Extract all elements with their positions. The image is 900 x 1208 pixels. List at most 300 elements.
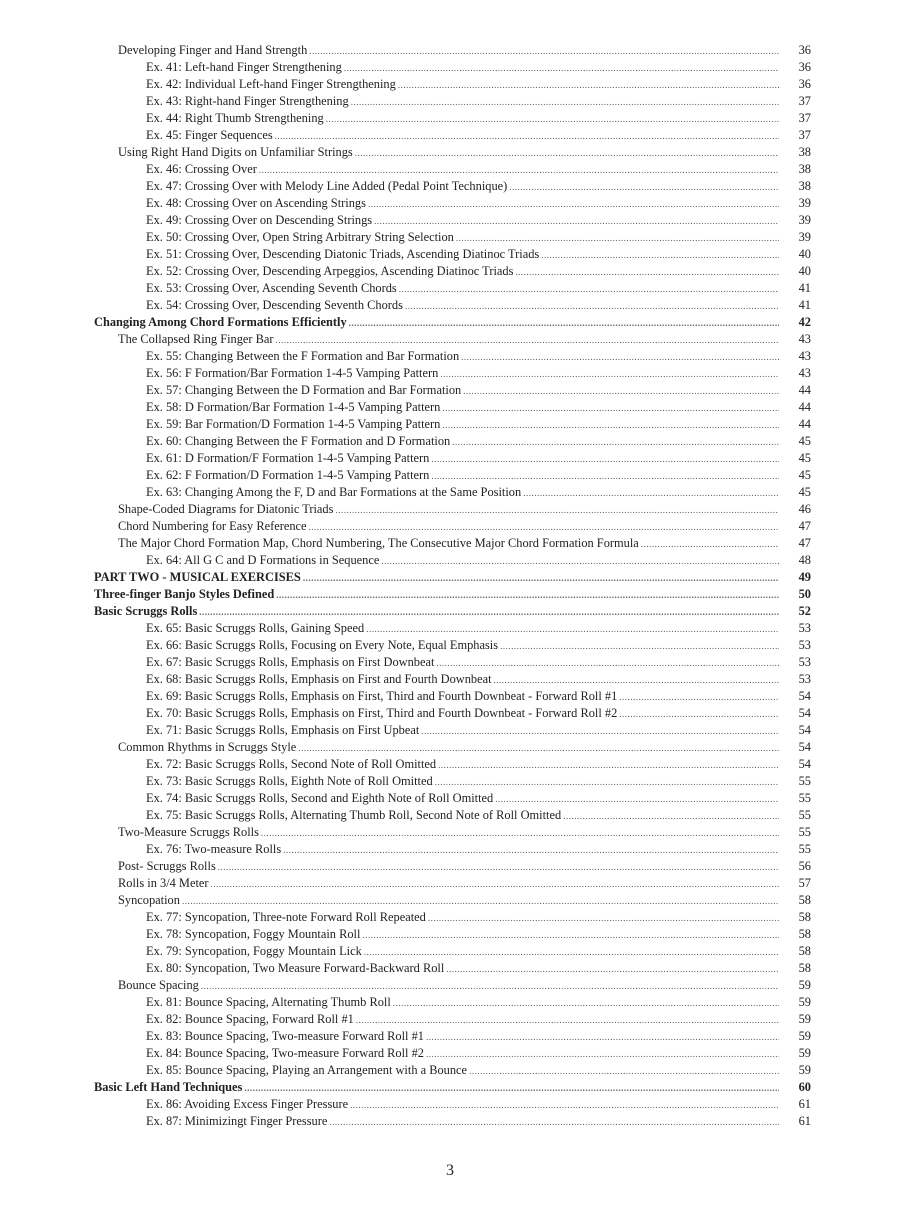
toc-exercise-entry xyxy=(0,926,900,943)
toc-entry-line xyxy=(118,518,779,536)
toc-entry-page: 43 xyxy=(798,349,811,363)
toc-entry-page: 39 xyxy=(798,230,811,244)
toc-entry-page: 56 xyxy=(798,859,811,873)
toc-entry-page: 59 xyxy=(798,995,811,1009)
toc-entry-page: 37 xyxy=(798,111,811,125)
toc-entry-title: Ex. 87: Minimizingt Finger Pressure xyxy=(146,1114,328,1128)
toc-entry-page: 37 xyxy=(798,128,811,142)
toc-entry-title: Ex. 83: Bounce Spacing, Two-measure Forward Roll #1 xyxy=(146,1029,424,1043)
toc-entry-line xyxy=(146,280,779,298)
toc-entry-page: 54 xyxy=(798,706,811,720)
toc-entry-line xyxy=(146,365,779,383)
toc-entry-page: 59 xyxy=(798,978,811,992)
toc-exercise-entry xyxy=(0,59,900,76)
toc-entry-page: 58 xyxy=(798,944,811,958)
dot-leader xyxy=(309,43,779,60)
toc-exercise-entry xyxy=(0,1028,900,1045)
toc-entry-title: Ex. 82: Bounce Spacing, Forward Roll #1 xyxy=(146,1012,354,1026)
toc-exercise-entry xyxy=(0,263,900,280)
dot-leader xyxy=(355,145,779,162)
toc-entry-page: 58 xyxy=(798,893,811,907)
toc-entry-line xyxy=(146,110,779,128)
toc-entry-page: 45 xyxy=(798,468,811,482)
toc-section-heading xyxy=(0,586,900,603)
toc-entry-title: Ex. 70: Basic Scruggs Rolls, Emphasis on First, Third and Fourth Downbeat - Forward Roll #2 xyxy=(146,706,618,720)
toc-entry-page: 39 xyxy=(798,196,811,210)
toc-exercise-entry xyxy=(0,127,900,144)
toc-entry-line xyxy=(146,552,779,570)
toc-entry-title: Changing Among Chord Formations Efficiently xyxy=(94,315,347,329)
toc-entry-line xyxy=(146,807,779,825)
dot-leader xyxy=(201,978,779,995)
toc-exercise-entry xyxy=(0,790,900,807)
dot-leader xyxy=(350,1097,779,1114)
toc-entry-page: 54 xyxy=(798,757,811,771)
toc-entry-line xyxy=(94,586,779,604)
toc-entry-title: Ex. 56: F Formation/Bar Formation 1-4-5 Vamping Pattern xyxy=(146,366,439,380)
toc-entry-title: PART TWO - MUSICAL EXERCISES xyxy=(94,570,301,584)
table-of-contents xyxy=(0,42,900,1130)
toc-entry-page: 50 xyxy=(798,587,811,601)
toc-entry-page: 38 xyxy=(798,179,811,193)
toc-entry-line xyxy=(118,824,779,842)
toc-entry-line xyxy=(146,960,779,978)
toc-exercise-entry xyxy=(0,246,900,263)
toc-exercise-entry xyxy=(0,1096,900,1113)
toc-entry-line xyxy=(146,1045,779,1063)
dot-leader xyxy=(399,281,779,298)
dot-leader xyxy=(426,1046,779,1063)
toc-entry-title: Ex. 66: Basic Scruggs Rolls, Focusing on Every Note, Equal Emphasis xyxy=(146,638,499,652)
dot-leader xyxy=(541,247,779,264)
toc-entry-line xyxy=(118,858,779,876)
dot-leader xyxy=(199,604,779,621)
toc-subsection-entry xyxy=(0,977,900,994)
toc-subsection-entry xyxy=(0,331,900,348)
toc-entry-line xyxy=(146,841,779,859)
toc-entry-page: 55 xyxy=(798,774,811,788)
toc-entry-line xyxy=(94,1079,779,1097)
toc-exercise-entry xyxy=(0,654,900,671)
toc-section-heading xyxy=(0,1079,900,1096)
toc-entry-title: Ex. 86: Avoiding Excess Finger Pressure xyxy=(146,1097,349,1111)
toc-entry-line xyxy=(146,705,779,723)
toc-exercise-entry xyxy=(0,671,900,688)
toc-entry-title: Ex. 55: Changing Between the F Formation and Bar Formation xyxy=(146,349,460,363)
dot-leader xyxy=(641,536,779,553)
dot-leader xyxy=(463,383,779,400)
toc-entry-line xyxy=(146,229,779,247)
dot-leader xyxy=(435,774,779,791)
toc-entry-page: 61 xyxy=(798,1097,811,1111)
dot-leader xyxy=(366,621,779,638)
dot-leader xyxy=(405,298,779,315)
toc-exercise-entry xyxy=(0,416,900,433)
toc-exercise-entry xyxy=(0,297,900,314)
toc-entry-line xyxy=(118,535,779,553)
toc-exercise-entry xyxy=(0,1011,900,1028)
toc-entry-line xyxy=(146,671,779,689)
toc-entry-line xyxy=(146,76,779,94)
toc-entry-line xyxy=(146,943,779,961)
toc-entry-title: Ex. 77: Syncopation, Three-note Forward Roll Repeated xyxy=(146,910,426,924)
toc-entry-page: 53 xyxy=(798,672,811,686)
toc-entry-title: Ex. 79: Syncopation, Foggy Mountain Lick xyxy=(146,944,362,958)
toc-entry-page: 44 xyxy=(798,383,811,397)
toc-entry-line xyxy=(94,569,779,587)
toc-exercise-entry xyxy=(0,909,900,926)
toc-entry-title: Ex. 45: Finger Sequences xyxy=(146,128,273,142)
toc-exercise-entry xyxy=(0,688,900,705)
toc-section-heading xyxy=(0,603,900,620)
toc-exercise-entry xyxy=(0,1045,900,1062)
toc-entry-line xyxy=(146,756,779,774)
toc-entry-line xyxy=(118,739,779,757)
toc-entry-title: Ex. 58: D Formation/Bar Formation 1-4-5 Vamping Pattern xyxy=(146,400,441,414)
toc-entry-title: Ex. 85: Bounce Spacing, Playing an Arrangement with a Bounce xyxy=(146,1063,468,1077)
toc-entry-line xyxy=(146,348,779,366)
toc-entry-line xyxy=(146,654,779,672)
toc-entry-title: Ex. 42: Individual Left-hand Finger Strengthening xyxy=(146,77,396,91)
dot-leader xyxy=(259,162,779,179)
toc-section-heading xyxy=(0,569,900,586)
toc-entry-page: 45 xyxy=(798,485,811,499)
dot-leader xyxy=(351,94,779,111)
toc-entry-title: Ex. 69: Basic Scruggs Rolls, Emphasis on First, Third and Fourth Downbeat - Forward Roll #1 xyxy=(146,689,618,703)
toc-entry-page: 60 xyxy=(798,1080,811,1094)
toc-entry-page: 59 xyxy=(798,1012,811,1026)
toc-entry-title: Post- Scruggs Rolls xyxy=(118,859,216,873)
toc-exercise-entry xyxy=(0,467,900,484)
toc-entry-title: Ex. 62: F Formation/D Formation 1-4-5 Vamping Pattern xyxy=(146,468,430,482)
toc-entry-title: Ex. 73: Basic Scruggs Rolls, Eighth Note of Roll Omitted xyxy=(146,774,433,788)
toc-entry-page: 53 xyxy=(798,621,811,635)
toc-exercise-entry xyxy=(0,994,900,1011)
toc-exercise-entry xyxy=(0,552,900,569)
dot-leader xyxy=(431,451,779,468)
toc-entry-page: 55 xyxy=(798,808,811,822)
toc-entry-line xyxy=(146,1028,779,1046)
toc-entry-line xyxy=(146,637,779,655)
toc-exercise-entry xyxy=(0,110,900,127)
toc-exercise-entry xyxy=(0,365,900,382)
toc-entry-page: 55 xyxy=(798,825,811,839)
toc-entry-line xyxy=(118,892,779,910)
toc-entry-title: Ex. 65: Basic Scruggs Rolls, Gaining Speed xyxy=(146,621,365,635)
toc-entry-title: The Major Chord Formation Map, Chord Numbering, The Consecutive Major Chord Formation Formula xyxy=(118,536,639,550)
toc-exercise-entry xyxy=(0,382,900,399)
toc-entry-line xyxy=(146,484,779,502)
toc-exercise-entry xyxy=(0,280,900,297)
toc-entry-line xyxy=(146,620,779,638)
toc-subsection-entry xyxy=(0,892,900,909)
toc-subsection-entry xyxy=(0,875,900,892)
toc-exercise-entry xyxy=(0,807,900,824)
toc-entry-line xyxy=(146,467,779,485)
toc-entry-title: Ex. 49: Crossing Over on Descending Strings xyxy=(146,213,373,227)
dot-leader xyxy=(364,944,779,961)
dot-leader xyxy=(309,519,779,536)
dot-leader xyxy=(442,400,779,417)
toc-exercise-entry xyxy=(0,348,900,365)
dot-leader xyxy=(303,570,779,587)
toc-entry-title: Ex. 84: Bounce Spacing, Two-measure Forward Roll #2 xyxy=(146,1046,424,1060)
toc-exercise-entry xyxy=(0,841,900,858)
toc-entry-page: 38 xyxy=(798,145,811,159)
dot-leader xyxy=(515,264,779,281)
toc-entry-title: Ex. 68: Basic Scruggs Rolls, Emphasis on First and Fourth Downbeat xyxy=(146,672,492,686)
toc-entry-page: 43 xyxy=(798,366,811,380)
toc-entry-page: 59 xyxy=(798,1063,811,1077)
toc-entry-line xyxy=(118,875,779,893)
toc-entry-line xyxy=(146,450,779,468)
dot-leader xyxy=(456,230,779,247)
toc-entry-title: Ex. 76: Two-measure Rolls xyxy=(146,842,282,856)
toc-entry-page: 58 xyxy=(798,961,811,975)
toc-subsection-entry xyxy=(0,824,900,841)
toc-entry-page: 52 xyxy=(798,604,811,618)
dot-leader xyxy=(426,1029,779,1046)
toc-subsection-entry xyxy=(0,144,900,161)
dot-leader xyxy=(523,485,779,502)
toc-exercise-entry xyxy=(0,195,900,212)
dot-leader xyxy=(619,706,779,723)
toc-entry-page: 58 xyxy=(798,910,811,924)
toc-exercise-entry xyxy=(0,433,900,450)
toc-entry-line xyxy=(146,246,779,264)
toc-entry-title: Ex. 43: Right-hand Finger Strengthening xyxy=(146,94,349,108)
toc-entry-line xyxy=(146,263,779,281)
toc-entry-title: Ex. 64: All G C and D Formations in Sequence xyxy=(146,553,380,567)
toc-entry-page: 57 xyxy=(798,876,811,890)
toc-exercise-entry xyxy=(0,178,900,195)
toc-entry-title: Syncopation xyxy=(118,893,180,907)
toc-entry-title: Chord Numbering for Easy Reference xyxy=(118,519,307,533)
toc-entry-page: 49 xyxy=(798,570,811,584)
toc-entry-title: Ex. 80: Syncopation, Two Measure Forward-Backward Roll xyxy=(146,961,445,975)
toc-entry-page: 58 xyxy=(798,927,811,941)
toc-entry-line xyxy=(118,331,779,349)
toc-entry-title: Ex. 50: Crossing Over, Open String Arbitrary String Selection xyxy=(146,230,454,244)
toc-section-heading xyxy=(0,314,900,331)
toc-exercise-entry xyxy=(0,773,900,790)
toc-exercise-entry xyxy=(0,1113,900,1130)
dot-leader xyxy=(431,468,779,485)
dot-leader xyxy=(356,1012,779,1029)
toc-subsection-entry xyxy=(0,858,900,875)
dot-leader xyxy=(469,1063,779,1080)
toc-entry-title: Ex. 78: Syncopation, Foggy Mountain Roll xyxy=(146,927,361,941)
toc-exercise-entry xyxy=(0,93,900,110)
dot-leader xyxy=(275,128,779,145)
toc-subsection-entry xyxy=(0,739,900,756)
dot-leader xyxy=(446,961,779,978)
toc-entry-title: Ex. 57: Changing Between the D Formation and Bar Formation xyxy=(146,383,462,397)
dot-leader xyxy=(428,910,779,927)
toc-exercise-entry xyxy=(0,229,900,246)
dot-leader xyxy=(329,1114,779,1131)
dot-leader xyxy=(218,859,779,876)
toc-entry-line xyxy=(118,42,779,60)
toc-entry-line xyxy=(146,433,779,451)
toc-entry-page: 48 xyxy=(798,553,811,567)
toc-entry-line xyxy=(146,1011,779,1029)
toc-entry-page: 36 xyxy=(798,60,811,74)
toc-entry-line xyxy=(146,382,779,400)
toc-entry-line xyxy=(146,161,779,179)
dot-leader xyxy=(509,179,779,196)
toc-exercise-entry xyxy=(0,484,900,501)
page-number: 3 xyxy=(446,1162,454,1179)
toc-entry-title: Basic Scruggs Rolls xyxy=(94,604,198,618)
toc-entry-page: 53 xyxy=(798,638,811,652)
toc-entry-title: Ex. 59: Bar Formation/D Formation 1-4-5 Vamping Pattern xyxy=(146,417,441,431)
dot-leader xyxy=(326,111,779,128)
toc-subsection-entry xyxy=(0,42,900,59)
toc-entry-page: 55 xyxy=(798,842,811,856)
toc-entry-page: 47 xyxy=(798,519,811,533)
toc-entry-page: 45 xyxy=(798,451,811,465)
toc-entry-title: Ex. 81: Bounce Spacing, Alternating Thumb Roll xyxy=(146,995,391,1009)
toc-entry-line xyxy=(146,93,779,111)
dot-leader xyxy=(298,740,779,757)
toc-entry-page: 43 xyxy=(798,332,811,346)
toc-entry-line xyxy=(146,909,779,927)
toc-entry-line xyxy=(146,1096,779,1114)
dot-leader xyxy=(362,927,779,944)
toc-entry-page: 36 xyxy=(798,77,811,91)
toc-entry-line xyxy=(94,603,779,621)
toc-subsection-entry xyxy=(0,501,900,518)
toc-entry-page: 41 xyxy=(798,281,811,295)
toc-exercise-entry xyxy=(0,1062,900,1079)
toc-entry-title: Ex. 51: Crossing Over, Descending Diatonic Triads, Ascending Diatinoc Triads xyxy=(146,247,540,261)
toc-exercise-entry xyxy=(0,212,900,229)
toc-entry-page: 61 xyxy=(798,1114,811,1128)
dot-leader xyxy=(374,213,779,230)
dot-leader xyxy=(619,689,779,706)
toc-entry-title: Ex. 52: Crossing Over, Descending Arpeggios, Ascending Diatinoc Triads xyxy=(146,264,514,278)
toc-entry-line xyxy=(146,178,779,196)
toc-exercise-entry xyxy=(0,450,900,467)
toc-entry-page: 44 xyxy=(798,417,811,431)
toc-entry-page: 53 xyxy=(798,655,811,669)
toc-entry-title: Ex. 61: D Formation/F Formation 1-4-5 Vamping Pattern xyxy=(146,451,430,465)
toc-entry-line xyxy=(146,722,779,740)
toc-entry-page: 40 xyxy=(798,247,811,261)
toc-entry-line xyxy=(146,773,779,791)
toc-entry-line xyxy=(146,1062,779,1080)
toc-entry-line xyxy=(146,416,779,434)
toc-entry-line xyxy=(118,144,779,162)
dot-leader xyxy=(381,553,779,570)
toc-entry-line xyxy=(146,994,779,1012)
dot-leader xyxy=(283,842,779,859)
toc-entry-page: 39 xyxy=(798,213,811,227)
toc-entry-title: Ex. 74: Basic Scruggs Rolls, Second and Eighth Note of Roll Omitted xyxy=(146,791,494,805)
toc-entry-title: Bounce Spacing xyxy=(118,978,199,992)
toc-entry-page: 44 xyxy=(798,400,811,414)
dot-leader xyxy=(494,672,779,689)
dot-leader xyxy=(276,587,779,604)
dot-leader xyxy=(344,60,779,77)
toc-entry-page: 54 xyxy=(798,740,811,754)
dot-leader xyxy=(349,315,779,332)
toc-subsection-entry xyxy=(0,518,900,535)
toc-entry-title: Ex. 44: Right Thumb Strengthening xyxy=(146,111,324,125)
toc-entry-title: Ex. 53: Crossing Over, Ascending Seventh Chords xyxy=(146,281,397,295)
toc-exercise-entry xyxy=(0,620,900,637)
toc-entry-line xyxy=(146,399,779,417)
dot-leader xyxy=(436,655,779,672)
toc-entry-title: Ex. 48: Crossing Over on Ascending Strings xyxy=(146,196,366,210)
toc-entry-title: Ex. 54: Crossing Over, Descending Seventh Chords xyxy=(146,298,403,312)
dot-leader xyxy=(244,1080,779,1097)
toc-entry-page: 59 xyxy=(798,1029,811,1043)
toc-entry-title: The Collapsed Ring Finger Bar xyxy=(118,332,274,346)
dot-leader xyxy=(398,77,779,94)
toc-entry-title: Ex. 71: Basic Scruggs Rolls, Emphasis on First Upbeat xyxy=(146,723,420,737)
toc-entry-line xyxy=(146,790,779,808)
toc-entry-title: Ex. 72: Basic Scruggs Rolls, Second Note of Roll Omitted xyxy=(146,757,437,771)
dot-leader xyxy=(182,893,779,910)
toc-entry-page: 37 xyxy=(798,94,811,108)
dot-leader xyxy=(563,808,779,825)
toc-entry-line xyxy=(118,977,779,995)
toc-exercise-entry xyxy=(0,943,900,960)
toc-exercise-entry xyxy=(0,722,900,739)
toc-entry-line xyxy=(118,501,779,519)
toc-entry-title: Ex. 75: Basic Scruggs Rolls, Alternating Thumb Roll, Second Note of Roll Omitted xyxy=(146,808,562,822)
toc-entry-line xyxy=(146,127,779,145)
toc-entry-title: Shape-Coded Diagrams for Diatonic Triads xyxy=(118,502,334,516)
toc-entry-line xyxy=(146,688,779,706)
toc-entry-line xyxy=(146,926,779,944)
toc-entry-line xyxy=(146,297,779,315)
toc-entry-page: 41 xyxy=(798,298,811,312)
toc-entry-title: Basic Left Hand Techniques xyxy=(94,1080,243,1094)
dot-leader xyxy=(438,757,779,774)
dot-leader xyxy=(440,366,779,383)
toc-entry-line xyxy=(94,314,779,332)
toc-exercise-entry xyxy=(0,161,900,178)
toc-entry-page: 54 xyxy=(798,689,811,703)
toc-entry-title: Developing Finger and Hand Strength xyxy=(118,43,308,57)
toc-entry-line xyxy=(146,195,779,213)
toc-entry-page: 54 xyxy=(798,723,811,737)
toc-entry-title: Ex. 41: Left-hand Finger Strengthening xyxy=(146,60,342,74)
toc-entry-page: 59 xyxy=(798,1046,811,1060)
toc-entry-title: Ex. 67: Basic Scruggs Rolls, Emphasis on First Downbeat xyxy=(146,655,435,669)
dot-leader xyxy=(393,995,779,1012)
toc-entry-page: 45 xyxy=(798,434,811,448)
dot-leader xyxy=(500,638,779,655)
dot-leader xyxy=(368,196,779,213)
toc-entry-line xyxy=(146,212,779,230)
toc-entry-title: Ex. 47: Crossing Over with Melody Line Added (Pedal Point Technique) xyxy=(146,179,508,193)
toc-entry-page: 40 xyxy=(798,264,811,278)
toc-entry-title: Common Rhythms in Scruggs Style xyxy=(118,740,297,754)
toc-exercise-entry xyxy=(0,637,900,654)
toc-entry-page: 36 xyxy=(798,43,811,57)
toc-exercise-entry xyxy=(0,705,900,722)
dot-leader xyxy=(335,502,779,519)
dot-leader xyxy=(276,332,779,349)
dot-leader xyxy=(211,876,779,893)
toc-entry-page: 46 xyxy=(798,502,811,516)
toc-entry-page: 38 xyxy=(798,162,811,176)
dot-leader xyxy=(461,349,779,366)
